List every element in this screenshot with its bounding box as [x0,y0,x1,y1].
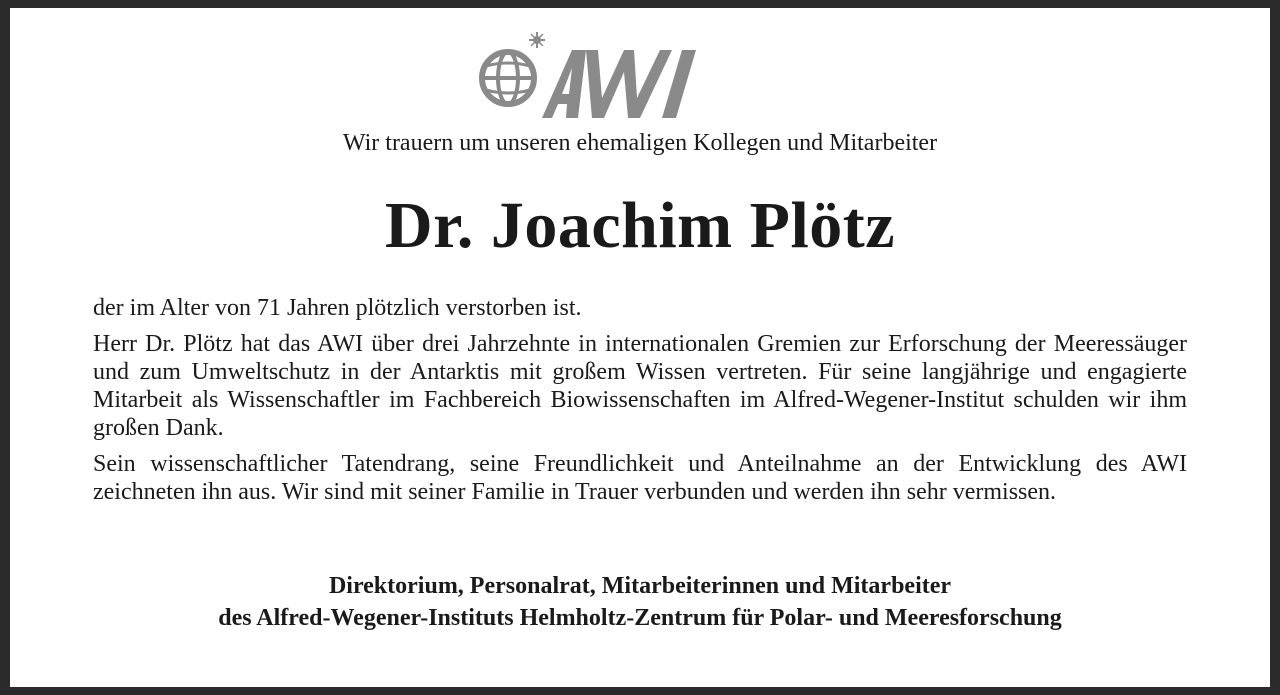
signature-block [0,570,1280,634]
intro-line: Wir trauern um unseren ehemaligen Kollegen und Mitarbeiter [342,130,938,156]
star-icon [529,32,545,48]
signature-line: des Alfred-Wegener-Instituts Helmholtz-Zentrum für Polar- und Meeresforschung [218,605,1062,631]
body-paragraph: der im Alter von 71 Jahren plötzlich verstorben ist. [93,295,582,321]
awi-wordmark [542,50,696,118]
deceased-name: Dr. Joachim Plötz [384,189,896,262]
globe-icon [482,52,534,104]
awi-logo [474,28,714,124]
signature-line: Direktorium, Personalrat, Mitarbeiterinnen und Mitarbeiter [328,573,952,599]
body-paragraph: Herr Dr. Plötz hat das AWI über drei Jahrzehnte in internationalen Gremien zur Erforschung der Meeressäuger und zum Umweltschutz in der Antarktis mit großem Wissen vertreten. Für seine langjährige und engagierte Mitarbeit als Wissenschaftler im Fachbereich Biowissenschaften im Alfred-Wegener-Institut schulden wir ihm großen Dank. [93,331,1187,441]
body-paragraph: Sein wissenschaftlicher Tatendrang, seine Freundlichkeit und Anteilnahme an der Entwicklung des AWI zeichneten ihn aus. Wir sind mit seiner Familie in Trauer verbunden und werden ihn sehr vermissen. [93,451,1187,505]
obituary-body [93,294,1187,514]
